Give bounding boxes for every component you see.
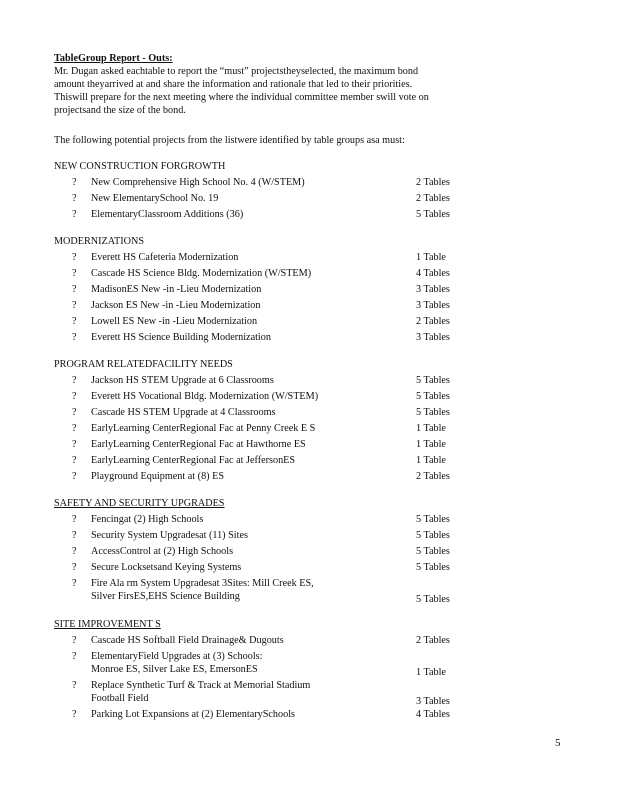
project-name-line: Cascade HS Science Bldg. Modernization (W/STEM) xyxy=(91,268,312,279)
project-item xyxy=(54,679,554,708)
project-name xyxy=(91,299,411,312)
project-name xyxy=(91,708,411,721)
project-name xyxy=(91,315,411,328)
project-name xyxy=(91,374,411,387)
table-count: 4 Tables xyxy=(416,268,450,279)
project-name xyxy=(91,529,411,542)
table-count: 1 Table xyxy=(416,667,446,678)
project-name-line: New Comprehensive High School No. 4 (W/STEM) xyxy=(91,177,305,188)
project-name xyxy=(91,454,411,467)
bullet-icon: ? xyxy=(72,578,77,589)
project-section xyxy=(54,160,554,224)
table-count: 2 Tables xyxy=(416,635,450,646)
project-name xyxy=(91,650,411,676)
project-name xyxy=(91,561,411,574)
bullet-icon: ? xyxy=(72,680,77,691)
project-name xyxy=(91,470,411,483)
table-count: 5 Tables xyxy=(416,209,450,220)
table-count: 1 Table xyxy=(416,252,446,263)
project-name-line: Jackson ES New -in -Lieu Modernization xyxy=(91,300,261,311)
bullet-icon: ? xyxy=(72,300,77,311)
bullet-icon: ? xyxy=(72,530,77,541)
bullet-icon: ? xyxy=(72,209,77,220)
project-item xyxy=(54,331,554,347)
project-item xyxy=(54,561,554,577)
bullet-icon: ? xyxy=(72,651,77,662)
project-name xyxy=(91,679,411,705)
project-item xyxy=(54,176,554,192)
project-name-line: EarlyLearning CenterRegional Fac at Penny Creek E S xyxy=(91,423,316,434)
project-name-line: ElementaryClassroom Additions (36) xyxy=(91,209,244,220)
intro-line: projectsand the size of the bond. xyxy=(54,105,186,116)
project-section xyxy=(54,358,554,486)
table-count: 1 Table xyxy=(416,455,446,466)
project-name-line: Fencingat (2) High Schools xyxy=(91,514,204,525)
bullet-icon: ? xyxy=(72,407,77,418)
bullet-icon: ? xyxy=(72,391,77,402)
table-count: 3 Tables xyxy=(416,332,450,343)
project-name-line: Cascade HS STEM Upgrade at 4 Classrooms xyxy=(91,407,276,418)
page-number: 5 xyxy=(555,737,561,749)
project-name xyxy=(91,208,411,221)
project-item xyxy=(54,267,554,283)
table-count: 2 Tables xyxy=(416,177,450,188)
project-item xyxy=(54,545,554,561)
bullet-icon: ? xyxy=(72,423,77,434)
project-item xyxy=(54,192,554,208)
bullet-icon: ? xyxy=(72,562,77,573)
project-name-line: Replace Synthetic Turf & Track at Memorial Stadium xyxy=(91,680,311,691)
project-name xyxy=(91,331,411,344)
lead-sentence: The following potential projects from the listwere identified by table groups asa must: xyxy=(54,135,405,146)
project-item xyxy=(54,390,554,406)
project-item xyxy=(54,251,554,267)
project-section xyxy=(54,618,554,724)
project-section xyxy=(54,235,554,347)
project-item xyxy=(54,577,554,606)
project-name-line: Fire Ala rm System Upgradesat 3Sites: Mill Creek ES, xyxy=(91,578,314,589)
table-count: 4 Tables xyxy=(416,709,450,720)
bullet-icon: ? xyxy=(72,375,77,386)
intro-line: Mr. Dugan asked eachtable to report the “must” projectstheyselected, the maximum bond xyxy=(54,66,419,77)
bullet-icon: ? xyxy=(72,268,77,279)
table-count: 5 Tables xyxy=(416,391,450,402)
section-title: MODERNIZATIONS xyxy=(54,236,144,247)
section-title: PROGRAM RELATEDFACILITY NEEDS xyxy=(54,359,233,370)
table-count: 1 Table xyxy=(416,423,446,434)
project-item xyxy=(54,454,554,470)
intro-paragraph xyxy=(54,65,540,117)
project-item xyxy=(54,470,554,486)
project-name-line: Secure Locksetsand Keying Systems xyxy=(91,562,242,573)
bullet-icon: ? xyxy=(72,635,77,646)
project-item xyxy=(54,513,554,529)
project-name-line: Everett HS Cafeteria Modernization xyxy=(91,252,239,263)
project-item xyxy=(54,283,554,299)
bullet-icon: ? xyxy=(72,284,77,295)
project-name-line: EarlyLearning CenterRegional Fac at Hawthorne ES xyxy=(91,439,306,450)
project-name-line: MadisonES New -in -Lieu Modernization xyxy=(91,284,262,295)
project-name xyxy=(91,634,411,647)
project-item xyxy=(54,438,554,454)
project-section xyxy=(54,497,554,606)
project-name-line: Cascade HS Softball Field Drainage& Dugouts xyxy=(91,635,284,646)
project-item xyxy=(54,406,554,422)
project-name xyxy=(91,283,411,296)
table-count: 5 Tables xyxy=(416,562,450,573)
section-title: NEW CONSTRUCTION FORGROWTH xyxy=(54,161,226,172)
project-name xyxy=(91,513,411,526)
table-count: 3 Tables xyxy=(416,696,450,707)
table-count: 3 Tables xyxy=(416,300,450,311)
project-name-line: AccessControl at (2) High Schools xyxy=(91,546,234,557)
bullet-icon: ? xyxy=(72,514,77,525)
table-count: 3 Tables xyxy=(416,284,450,295)
bullet-icon: ? xyxy=(72,252,77,263)
project-name-line: Jackson HS STEM Upgrade at 6 Classrooms xyxy=(91,375,274,386)
table-count: 5 Tables xyxy=(416,375,450,386)
project-name-line: Everett HS Science Building Modernization xyxy=(91,332,271,343)
project-name xyxy=(91,390,411,403)
table-count: 5 Tables xyxy=(416,407,450,418)
project-name-line: Football Field xyxy=(91,693,149,704)
project-name-line: Playground Equipment at (8) ES xyxy=(91,471,224,482)
project-name xyxy=(91,545,411,558)
table-count: 5 Tables xyxy=(416,594,450,605)
table-count: 2 Tables xyxy=(416,471,450,482)
project-name-line: Lowell ES New -in -Lieu Modernization xyxy=(91,316,258,327)
project-name xyxy=(91,192,411,205)
project-name xyxy=(91,422,411,435)
bullet-icon: ? xyxy=(72,546,77,557)
project-name-line: Security System Upgradesat (11) Sites xyxy=(91,530,248,541)
project-item xyxy=(54,650,554,679)
bullet-icon: ? xyxy=(72,177,77,188)
project-item xyxy=(54,529,554,545)
project-name-line: EarlyLearning CenterRegional Fac at JeffersonES xyxy=(91,455,296,466)
project-item xyxy=(54,208,554,224)
report-heading: TableGroup Report - Outs: xyxy=(54,53,173,64)
project-item xyxy=(54,315,554,331)
bullet-icon: ? xyxy=(72,439,77,450)
table-count: 5 Tables xyxy=(416,530,450,541)
table-count: 5 Tables xyxy=(416,546,450,557)
bullet-icon: ? xyxy=(72,471,77,482)
project-item xyxy=(54,634,554,650)
intro-line: amount theyarrived at and share the information and rationale that led to their priorities. xyxy=(54,79,413,90)
bullet-icon: ? xyxy=(72,709,77,720)
project-item xyxy=(54,374,554,390)
project-item xyxy=(54,299,554,315)
project-name xyxy=(91,267,411,280)
project-name-line: New ElementarySchool No. 19 xyxy=(91,193,219,204)
bullet-icon: ? xyxy=(72,455,77,466)
project-name-line: Monroe ES, Silver Lake ES, EmersonES xyxy=(91,664,258,675)
project-item xyxy=(54,422,554,438)
project-name xyxy=(91,438,411,451)
project-name xyxy=(91,577,411,603)
bullet-icon: ? xyxy=(72,193,77,204)
project-name-line: Everett HS Vocational Bldg. Modernization (W/STEM) xyxy=(91,391,319,402)
bullet-icon: ? xyxy=(72,316,77,327)
section-title: SITE IMPROVEMENT S xyxy=(54,619,161,630)
table-count: 1 Table xyxy=(416,439,446,450)
project-name xyxy=(91,251,411,264)
intro-line: Thiswill prepare for the next meeting where the individual committee member swill vote on xyxy=(54,92,429,103)
project-item xyxy=(54,708,554,724)
bullet-icon: ? xyxy=(72,332,77,343)
project-name-line: Silver FirsES,EHS Science Building xyxy=(91,591,240,602)
project-name xyxy=(91,176,411,189)
project-name xyxy=(91,406,411,419)
table-count: 2 Tables xyxy=(416,316,450,327)
project-name-line: ElementaryField Upgrades at (3) Schools: xyxy=(91,651,263,662)
project-name-line: Parking Lot Expansions at (2) ElementarySchools xyxy=(91,709,295,720)
table-count: 5 Tables xyxy=(416,514,450,525)
table-count: 2 Tables xyxy=(416,193,450,204)
section-title: SAFETY AND SECURITY UPGRADES xyxy=(54,498,225,509)
